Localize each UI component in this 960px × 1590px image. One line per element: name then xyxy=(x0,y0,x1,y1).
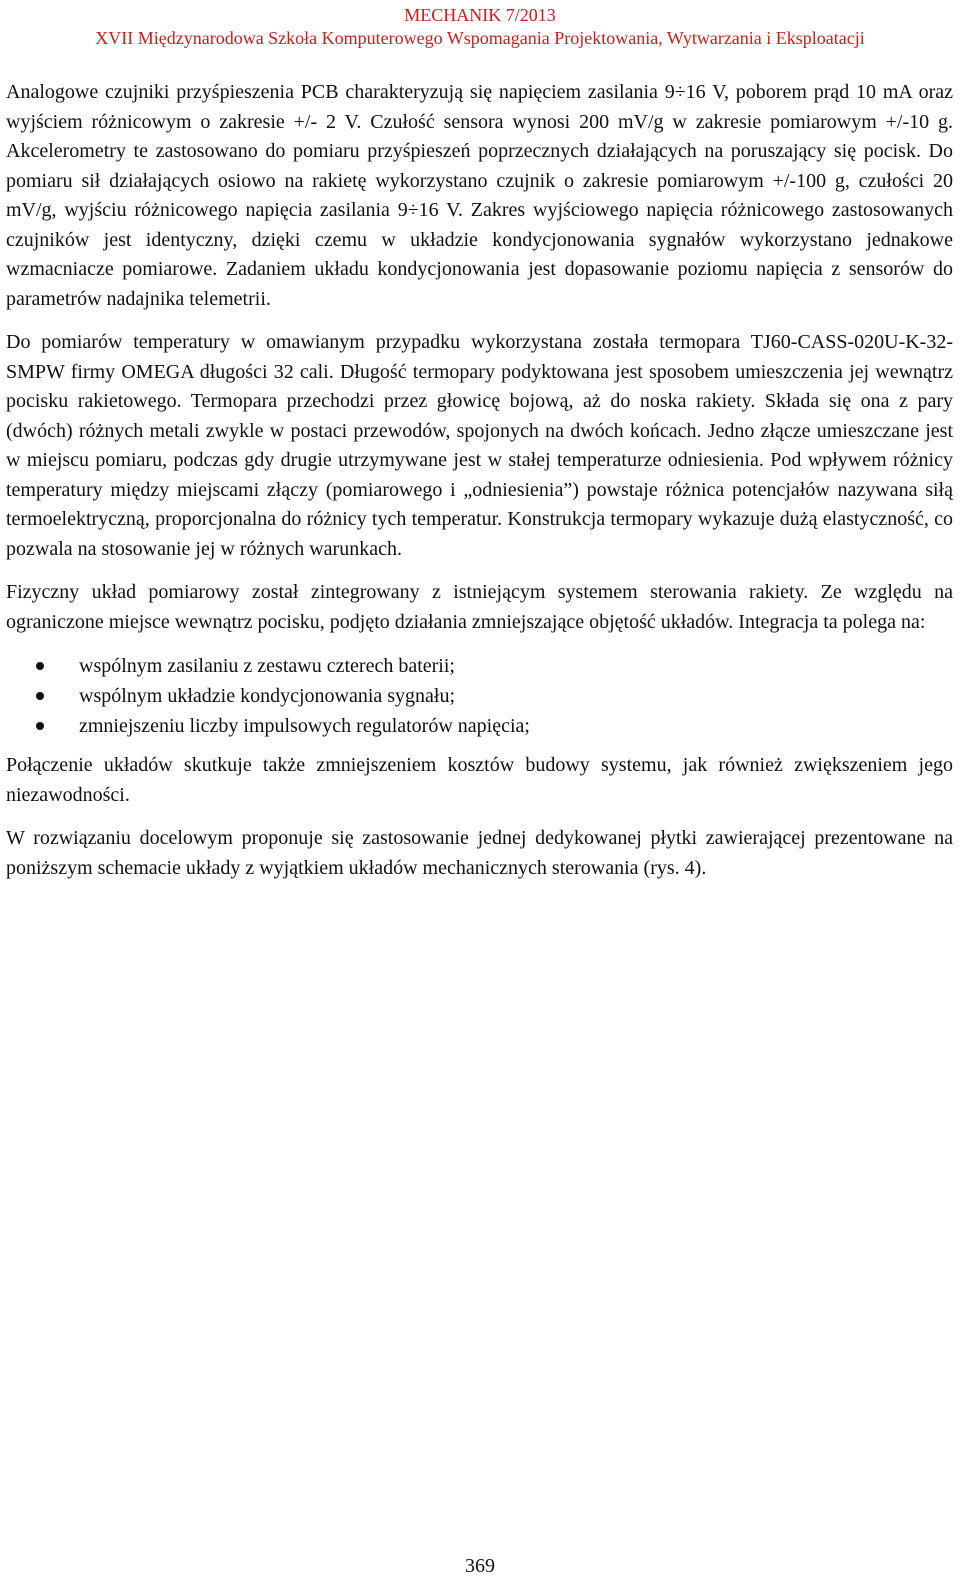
paragraph-benefits: Połączenie układów skutkuje także zmniejszeniem kosztów budowy systemu, jak również zwiększeniem jego niezawodności. xyxy=(6,754,953,806)
list-item-text: zmniejszeniu liczby impulsowych regulatorów napięcia; xyxy=(79,715,530,737)
integration-list xyxy=(6,651,953,741)
list-item-text: wspólnym zasilaniu z zestawu czterech baterii; xyxy=(79,655,455,677)
page-number: 369 xyxy=(465,1555,495,1577)
list-item xyxy=(6,711,953,741)
list-item xyxy=(6,651,953,681)
running-header xyxy=(0,4,960,50)
bullet-icon xyxy=(36,662,44,670)
paragraph-accelerometers: Analogowe czujniki przyśpieszenia PCB charakteryzują się napięciem zasilania 9÷16 V, poborem prąd 10 mA oraz wyjściem różnicowym o zakresie +/- 2 V. Czułość sensora wynosi 200 mV/g w zakresie pomiarowym +/-10 g. Akcelerometry te zastosowano do pomiaru przyśpieszeń poprzecznych działających na poruszający się pocisk. Do pomiaru sił działających osiowo na rakietę wykorzystano czujnik o zakresie pomiarowym +/-100 g, czułości 20 mV/g, wyjściu różnicowego napięcia zasilania 9÷16 V. Zakres wyjściowego napięcia różnicowego zastosowanych czujników jest identyczny, dzięki czemu w układzie kondycjonowania sygnałów wykorzystano jednakowe wzmacniacze pomiarowe. Zadaniem układu kondycjonowania jest dopasowanie poziomu napięcia z sensorów do parametrów nadajnika telemetrii. xyxy=(6,81,953,310)
paragraph-integration: Fizyczny układ pomiarowy został zintegrowany z istniejącym systemem sterowania rakiety. Ze względu na ograniczone miejsce wewnątrz pocisku, podjęto działania zmniejszające objętość układów. Integracja ta polega na: xyxy=(6,581,953,633)
journal-title: MECHANIK 7/2013 xyxy=(404,5,556,25)
bullet-icon xyxy=(36,692,44,700)
paragraph-target-solution: W rozwiązaniu docelowym proponuje się zastosowanie jednej dedykowanej płytki zawierającej prezentowane na poniższym schemacie układy z wyjątkiem układów mechanicznych sterowania (rys. 4). xyxy=(6,827,953,879)
list-item-text: wspólnym układzie kondycjonowania sygnału; xyxy=(79,685,456,707)
conference-title: XVII Międzynarodowa Szkoła Komputerowego Wspomagania Projektowania, Wytwarzania i Eksploatacji xyxy=(95,28,865,48)
paragraph-thermocouple: Do pomiarów temperatury w omawianym przypadku wykorzystana została termopara TJ60-CASS-020U-K-32-SMPW firmy OMEGA długości 32 cali. Długość termopary podyktowana jest sposobem umieszczenia jej wewnątrz pocisku rakietowego. Termopara przechodzi przez głowicę bojową, aż do noska rakiety. Składa się ona z pary (dwóch) różnych metali zwykle w postaci przewodów, spojonych na dwóch końcach. Jedno złącze umieszczane jest w miejscu pomiaru, podczas gdy drugie utrzymywane jest w stałej temperaturze odniesienia. Pod wpływem różnicy temperatury między miejscami złączy (pomiarowego i „odniesienia”) powstaje różnica potencjałów nazywana siłą termoelektryczną, proporcjonalna do różnicy tych temperatur. Konstrukcja termopary wykazuje dużą elastyczność, co pozwala na stosowanie jej w różnych warunkach. xyxy=(6,331,953,560)
article-body xyxy=(6,78,953,897)
bullet-icon xyxy=(36,722,44,730)
list-item xyxy=(6,681,953,711)
